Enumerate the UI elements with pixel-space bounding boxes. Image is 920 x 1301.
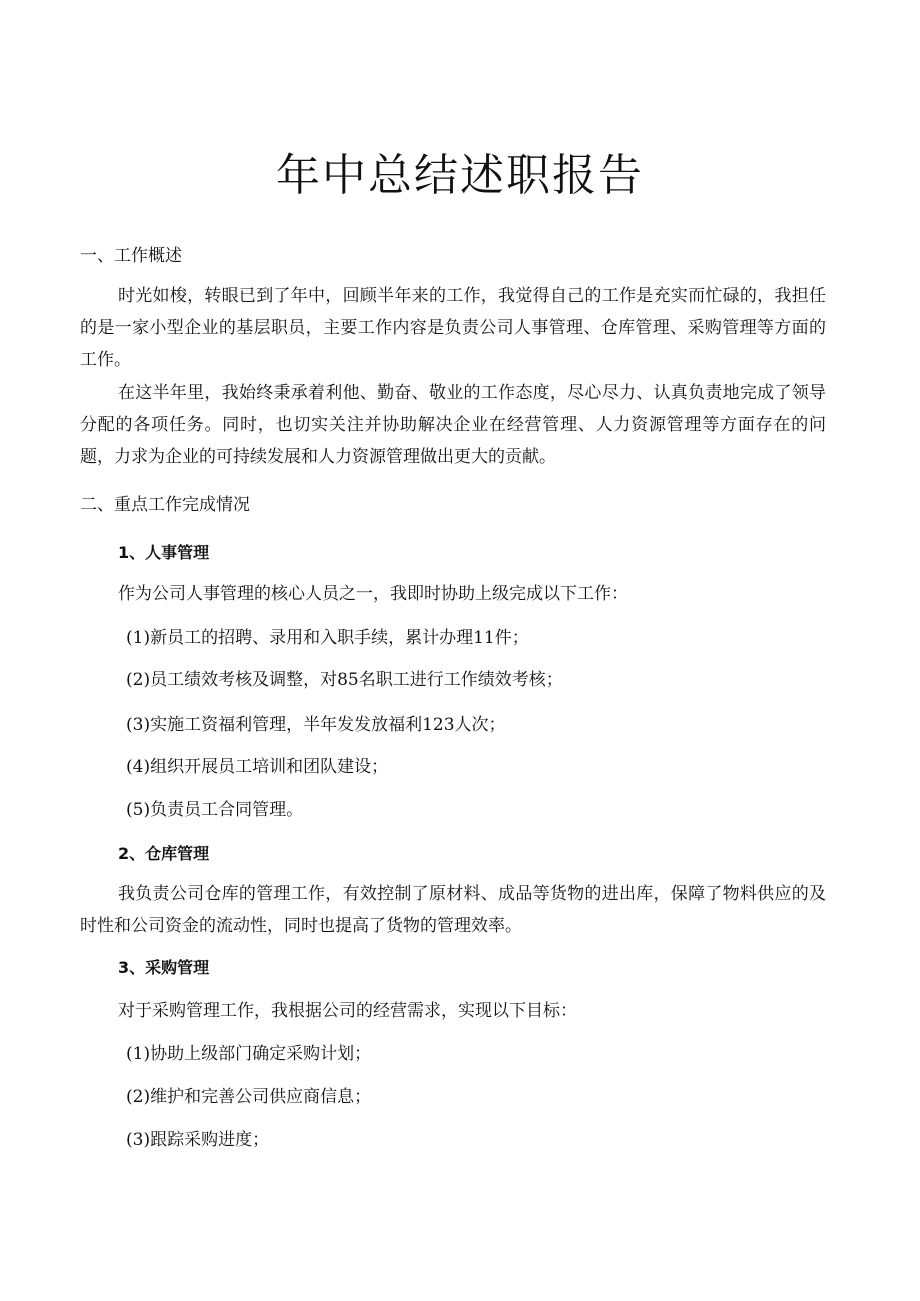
procurement-item-3: (3)跟踪采购进度； (126, 1130, 270, 1150)
procurement-item-1: (1)协助上级部门确定采购计划； (126, 1044, 372, 1064)
overview-paragraph-1: 时光如梭，转眼已到了年中，回顾半年来的工作，我觉得自己的工作是充实而忙碌的，我担任的是一家小型企业的基层职员，主要工作内容是负责公司人事管理、仓库管理、采购管理等方面的工作。 (80, 286, 826, 370)
hr-item-1: (1)新员工的招聘、录用和入职手续，累计办理11件； (126, 628, 529, 648)
subsection-title-hr: 1、人事管理 (118, 543, 210, 562)
hr-intro: 作为公司人事管理的核心人员之一，我即时协助上级完成以下工作： (118, 584, 628, 604)
warehouse-paragraph: 我负责公司仓库的管理工作，有效控制了原材料、成品等货物的进出库，保障了物料供应的及时性和公司资金的流动性，同时也提高了货物的管理效率。 (80, 884, 826, 936)
procurement-intro: 对于采购管理工作，我根据公司的经营需求，实现以下目标： (118, 1001, 577, 1021)
section-heading-key-work: 二、重点工作完成情况 (80, 495, 250, 515)
hr-item-5: (5)负责员工合同管理。 (126, 800, 304, 820)
hr-item-4: (4)组织开展员工培训和团队建设； (126, 757, 389, 777)
document-title: 年中总结述职报告 (276, 150, 644, 201)
subsection-title-warehouse: 2、仓库管理 (118, 844, 210, 863)
subsection-title-procurement: 3、采购管理 (118, 958, 210, 977)
overview-paragraph-2: 在这半年里，我始终秉承着利他、勤奋、敬业的工作态度，尽心尽力、认真负责地完成了领导分配的各项任务。同时，也切实关注并协助解决企业在经营管理、人力资源管理等方面存在的问题，力求为企业的可持续发展和人力资源管理做出更大的贡献。 (80, 383, 826, 467)
section-heading-overview: 一、工作概述 (80, 246, 182, 266)
hr-item-2: (2)员工绩效考核及调整，对85名职工进行工作绩效考核； (126, 670, 563, 690)
procurement-item-2: (2)维护和完善公司供应商信息； (126, 1087, 372, 1107)
hr-item-3: (3)实施工资福利管理，半年发发放福利123人次； (126, 715, 506, 735)
